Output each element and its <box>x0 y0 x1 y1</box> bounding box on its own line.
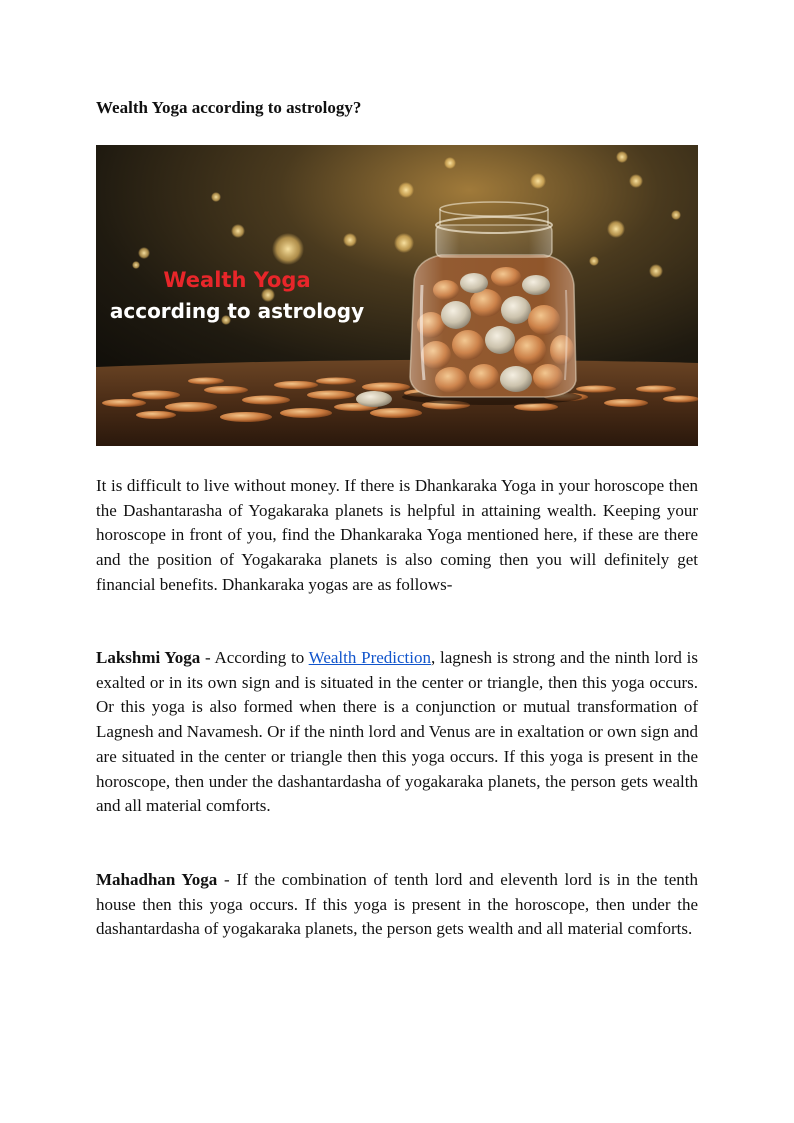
intro-paragraph: It is difficult to live without money. If there is Dhankaraka Yoga in your horoscope then the Dashantarasha of Yogakaraka planets is helpful in attaining wealth. Keeping your horoscope in front of you, find the Dhankaraka Yoga mentioned here, if these are there and the position of Yogakaraka planets is also coming then you will definitely get financial benefits. Dhankaraka yogas are as follows- <box>96 476 698 594</box>
wealth-prediction-link[interactable]: Wealth Prediction <box>308 648 432 667</box>
mahadhan-yoga-body: - If the combination of tenth lord and eleventh lord is in the tenth house then this yoga occurs. If this yoga is present in the horoscope, then under the dashantardasha of yogakaraka planets, the person gets wealth and all material comforts. <box>96 870 698 939</box>
lakshmi-yoga-body: , lagnesh is strong and the ninth lord is exalted or in its own sign and is situated in the center or triangle, then this yoga occurs. Or this yoga is also formed when there is a conjunction or mutual transformation of Lagnesh and Navamesh. Or if the ninth lord and Venus are in exaltation or own sign and are situated in the center or triangle then this yoga occurs. If this yoga is present in the horoscope, then under the dashantardasha of yogakaraka planets, the person gets wealth and all material comforts. <box>96 648 698 816</box>
lakshmi-yoga-separator: - According to <box>200 648 309 667</box>
mahadhan-yoga-heading: Mahadhan Yoga <box>96 870 218 889</box>
hero-image <box>96 145 698 446</box>
lakshmi-yoga-paragraph <box>96 646 698 819</box>
hero-caption-line2: according to astrology <box>109 299 365 323</box>
hero-caption-line1: Wealth Yoga <box>163 268 311 292</box>
mahadhan-yoga-paragraph <box>96 868 698 942</box>
page-title: Wealth Yoga according to astrology? <box>96 98 362 117</box>
coin-jar-illustration <box>96 145 698 446</box>
lakshmi-yoga-heading: Lakshmi Yoga <box>96 648 201 667</box>
